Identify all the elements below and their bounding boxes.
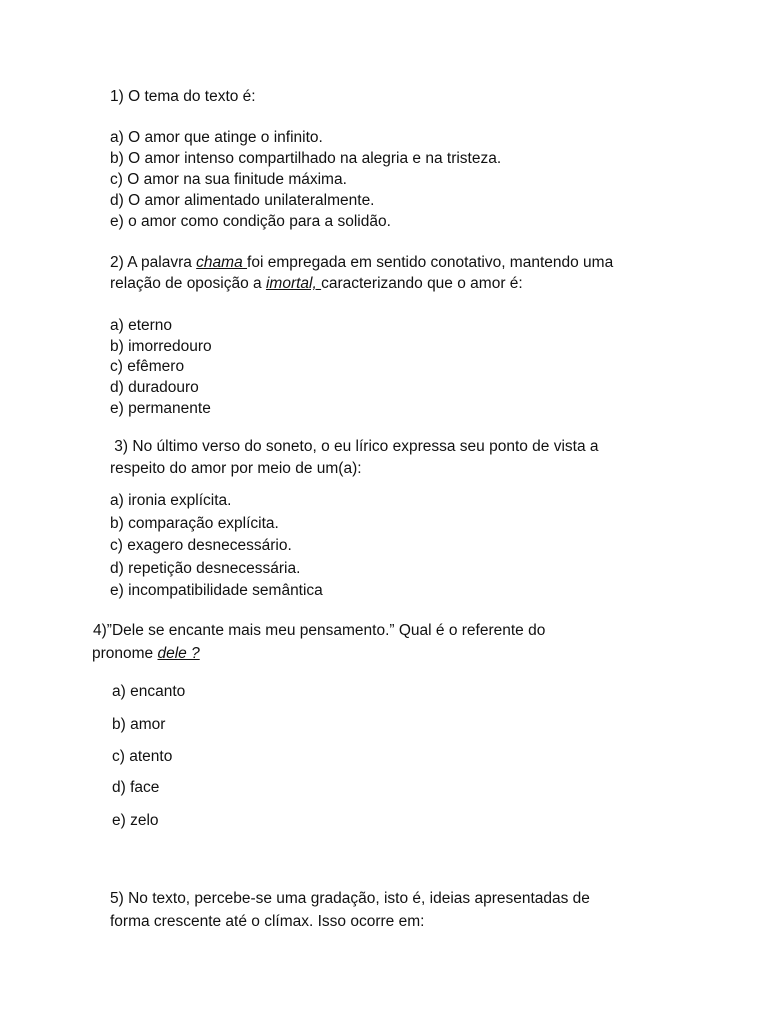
q2-option-e: e) permanente	[110, 400, 211, 417]
q2-stem-text: caracterizando que o amor é:	[321, 275, 523, 292]
question-1-stem: 1) O tema do texto é:	[110, 88, 256, 105]
q3-option-b: b) comparação explícita.	[110, 515, 279, 532]
question-5-stem-line-2: forma crescente até o clímax. Isso ocorre em:	[110, 913, 425, 930]
q3-option-a: a) ironia explícita.	[110, 492, 232, 509]
q2-option-a: a) eterno	[110, 317, 173, 334]
q2-stem-text: relação de oposição a	[110, 275, 266, 292]
q2-keyword-chama: chama	[196, 254, 248, 271]
q4-keyword-dele: dele ?	[157, 645, 200, 662]
question-2-stem-line-2	[110, 274, 523, 294]
question-3-stem-line-1: 3) No último verso do soneto, o eu lírico expressa seu ponto de vista a	[110, 438, 599, 455]
q3-option-e: e) incompatibilidade semântica	[110, 582, 323, 599]
q4-option-c: c) atento	[112, 748, 173, 765]
q1-option-b: b) O amor intenso compartilhado na alegria e na tristeza.	[110, 150, 502, 167]
q4-option-e: e) zelo	[112, 812, 159, 829]
q2-keyword-imortal: imortal,	[265, 275, 322, 292]
question-4-stem-line-2	[92, 644, 200, 664]
q2-option-b: b) imorredouro	[110, 338, 212, 355]
q3-option-c: c) exagero desnecessário.	[110, 537, 292, 554]
question-3-stem-line-2: respeito do amor por meio de um(a):	[110, 460, 362, 477]
q2-stem-text: foi empregada em sentido conotativo, mantendo uma	[247, 254, 614, 271]
q4-option-d: d) face	[112, 779, 160, 796]
question-4-stem-line-1: 4)”Dele se encante mais meu pensamento.” Qual é o referente do	[93, 622, 546, 639]
q1-option-a: a) O amor que atinge o infinito.	[110, 129, 323, 146]
q4-stem-text: pronome	[92, 645, 158, 662]
q2-option-d: d) duradouro	[110, 379, 199, 396]
q1-option-c: c) O amor na sua finitude máxima.	[110, 171, 347, 188]
q3-option-d: d) repetição desnecessária.	[110, 560, 301, 577]
q2-stem-text: 2) A palavra	[110, 254, 197, 271]
question-2-stem-line-1	[110, 253, 613, 273]
q4-option-a: a) encanto	[112, 683, 186, 700]
q4-option-b: b) amor	[112, 716, 166, 733]
q1-option-e: e) o amor como condição para a solidão.	[110, 213, 391, 230]
q2-option-c: c) efêmero	[110, 358, 185, 375]
q1-option-d: d) O amor alimentado unilateralmente.	[110, 192, 375, 209]
question-5-stem-line-1: 5) No texto, percebe-se uma gradação, isto é, ideias apresentadas de	[110, 890, 590, 907]
